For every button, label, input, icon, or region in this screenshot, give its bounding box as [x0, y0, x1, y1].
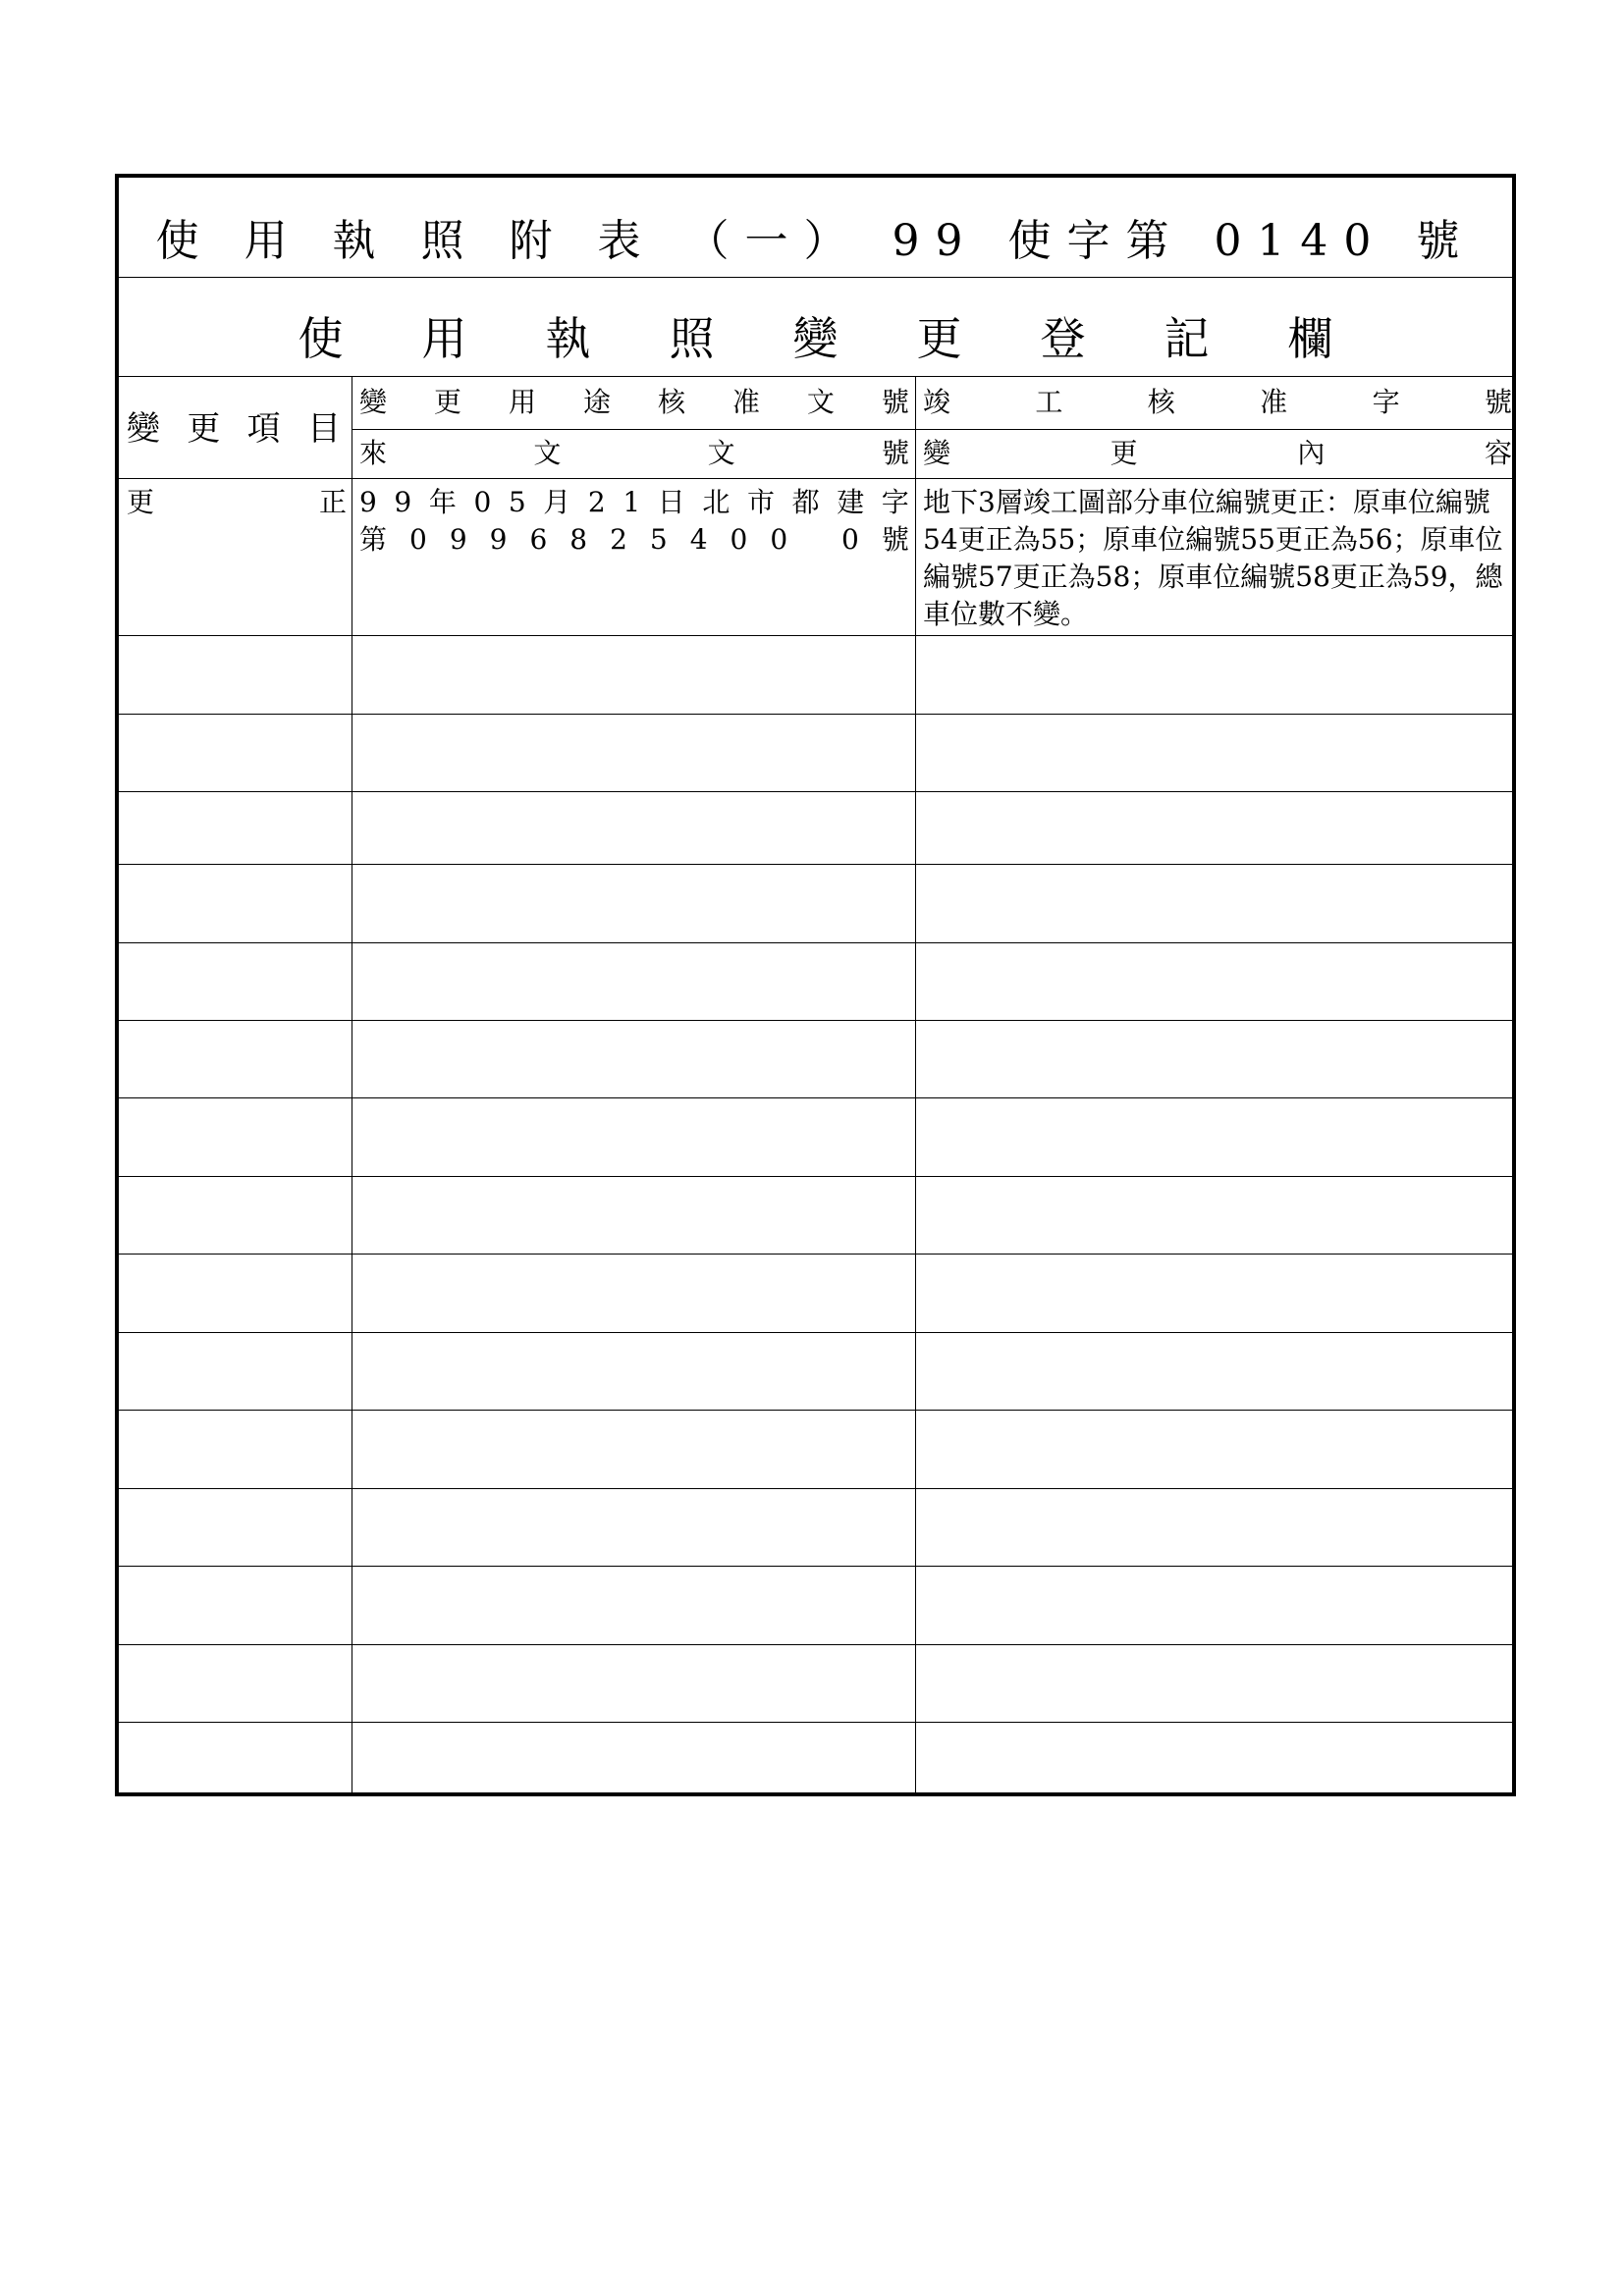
header-completion-no: 竣 工 核 准 字 號	[923, 386, 1512, 418]
rule-row-15	[119, 1722, 1512, 1723]
rule-row-3	[119, 791, 1512, 792]
header-incoming-doc: 來 文 文 號	[359, 437, 909, 469]
header-change-content: 變 更 內 容	[923, 437, 1512, 469]
rule-row-11	[119, 1410, 1512, 1411]
rule-row-7	[119, 1097, 1512, 1098]
form-title: 使 用 執 照 附 表 （一） 99 使字第 0140 號	[155, 216, 1476, 266]
rule-row-13	[119, 1566, 1512, 1567]
rule-row-6	[119, 1020, 1512, 1021]
rule-row-1	[119, 635, 1512, 636]
rule-header	[119, 478, 1512, 479]
rule-row-14	[119, 1644, 1512, 1645]
header-approval-doc-no: 變 更 用 途 核 准 文 號	[359, 386, 909, 418]
rule-row-4	[119, 864, 1512, 865]
header-change-item: 變 更 項 目	[127, 409, 341, 449]
rule-row-8	[119, 1176, 1512, 1177]
rule-title	[119, 277, 1512, 278]
register-title: 使用執照變更登記欄	[298, 312, 1412, 365]
row-1-content: 地下3層竣工圖部分車位編號更正：原車位編號54更正為55；原車位編號55更正為56；原車位編號57更正為58；原車位編號58更正為59，總車位數不變。	[923, 486, 1503, 630]
rule-row-10	[119, 1332, 1512, 1333]
row-1-doc-line-2: 第 0 9 9 6 8 2 5 4 0 0 0 號	[359, 523, 909, 556]
rule-row-2	[119, 714, 1512, 715]
rule-subheader	[352, 429, 1512, 430]
permit-change-form	[115, 174, 1516, 1796]
column-divider-2	[915, 376, 916, 1792]
rule-row-12	[119, 1488, 1512, 1489]
row-1-doc-line-1: 9 9 年 0 5 月 2 1 日 北 市 都 建 字	[359, 486, 909, 518]
rule-register	[119, 376, 1512, 377]
row-1-item: 更 正	[127, 486, 347, 518]
rule-row-9	[119, 1254, 1512, 1255]
rule-row-5	[119, 942, 1512, 943]
